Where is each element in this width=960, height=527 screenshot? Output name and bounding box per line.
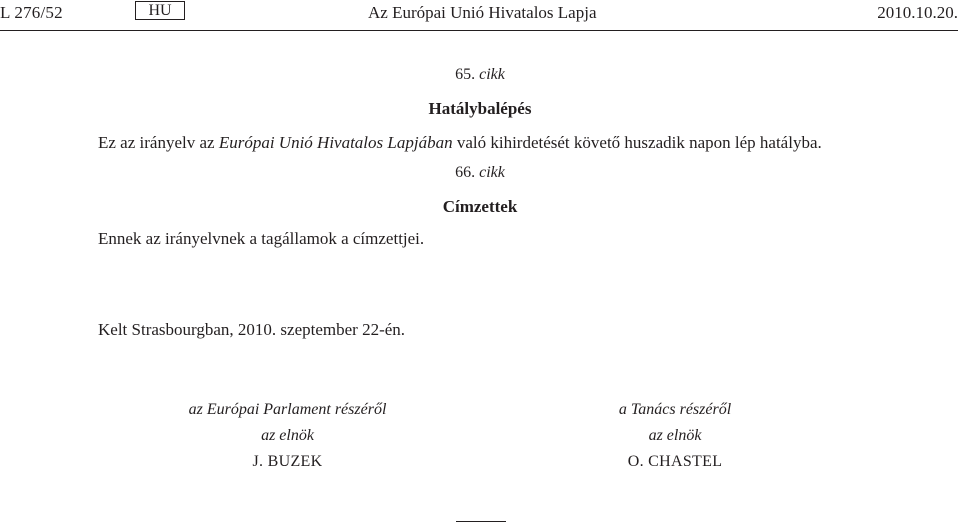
signature-council [580, 397, 770, 475]
article-number-prefix: 66. [455, 164, 476, 181]
signature-for-line: a Tanács részéről [618, 401, 732, 418]
language-code-box: HU [135, 1, 185, 20]
article-body-text: Ez az irányelv az [98, 133, 219, 152]
signature-name: J. BUZEK [252, 453, 323, 470]
article-65-number [0, 66, 960, 84]
signature-for-line: az Európai Parlament részéről [188, 401, 387, 418]
page-header [0, 0, 960, 33]
signature-parliament [180, 397, 395, 475]
signature-role: az elnök [648, 427, 702, 444]
article-66-title: Címzettek [442, 197, 518, 216]
page-reference: L 276/52 [0, 3, 63, 22]
issue-date: 2010.10.20. [877, 3, 958, 22]
article-body-text: való kihirdetését követő huszadik napon lép hatályba. [452, 133, 822, 152]
article-65-title: Hatálybalépés [428, 99, 532, 118]
signature-role: az elnök [261, 427, 314, 444]
article-66-number [0, 164, 960, 182]
footer-rule [456, 521, 506, 522]
done-at-line: Kelt Strasbourgban, 2010. szeptember 22-én. [98, 320, 406, 339]
article-66-body: Ennek az irányelvnek a tagállamok a címzettjei. [98, 229, 425, 248]
journal-title: Az Európai Unió Hivatalos Lapja [368, 3, 597, 22]
signature-name: O. CHASTEL [627, 453, 723, 470]
article-number-word: cikk [479, 66, 505, 83]
article-number-prefix: 65. [455, 66, 476, 83]
article-body-italic-text: Európai Unió Hivatalos Lapjában [218, 133, 453, 152]
header-rule [0, 30, 958, 31]
article-number-word: cikk [479, 164, 505, 181]
article-65-body [98, 133, 822, 153]
